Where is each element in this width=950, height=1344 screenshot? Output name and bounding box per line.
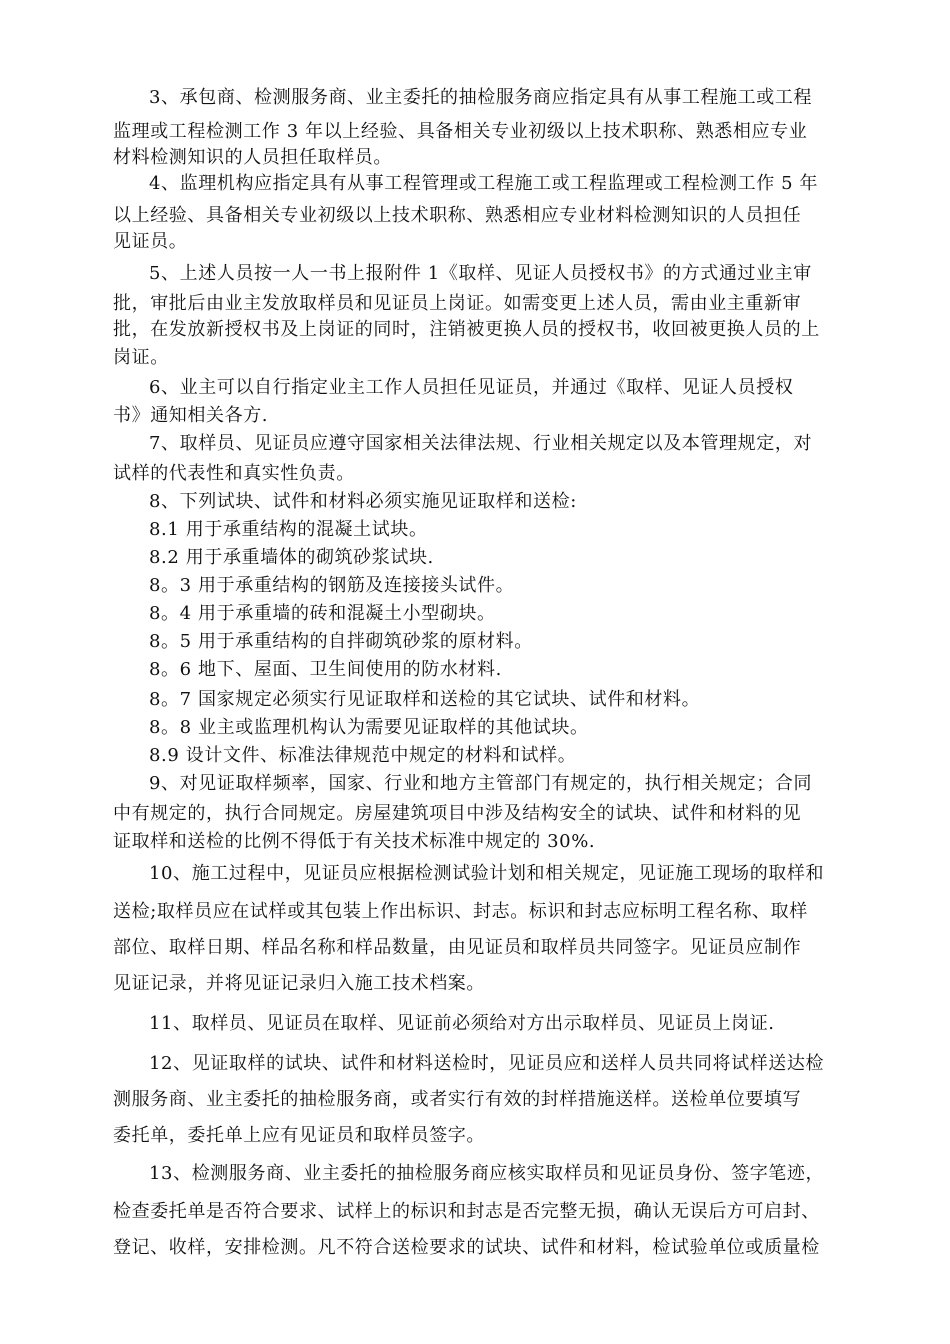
text-line: 8.2 用于承重墙体的砌筑砂浆试块. <box>149 547 434 568</box>
text-line: 批，审批后由业主发放取样员和见证员上岗证。如需变更上述人员，需由业主重新审 <box>113 293 802 314</box>
text-line: 登记、收样，安排检测。凡不符合送检要求的试块、试件和材料，检试验单位或质量检 <box>113 1237 820 1258</box>
text-line: 8、下列试块、试件和材料必须实施见证取样和送检: <box>149 491 577 512</box>
text-line: 证取样和送检的比例不得低于有关技术标准中规定的 30%. <box>113 831 596 852</box>
text-line: 以上经验、具备相关专业初级以上技术职称、熟悉相应专业材料检测知识的人员担任 <box>113 205 802 226</box>
text-line: 8.9 设计文件、标准法律规范中规定的材料和试样。 <box>149 745 577 766</box>
text-line: 4、监理机构应指定具有从事工程管理或工程施工或工程监理或工程检测工作 5 年 <box>149 173 819 194</box>
text-line: 批，在发放新授权书及上岗证的同时，注销被更换人员的授权书，收回被更换人员的上 <box>113 319 820 340</box>
text-line: 8。5 用于承重结构的自拌砌筑砂浆的原材料。 <box>149 631 533 652</box>
text-line: 见证记录，并将见证记录归入施工技术档案。 <box>113 973 485 994</box>
text-line: 8。6 地下、屋面、卫生间使用的防水材料. <box>149 659 502 680</box>
text-line: 测服务商、业主委托的抽检服务商，或者实行有效的封样措施送样。送检单位要填写 <box>113 1089 802 1110</box>
text-line: 部位、取样日期、样品名称和样品数量，由见证员和取样员共同签字。见证员应制作 <box>113 937 802 958</box>
text-line: 岗证。 <box>113 347 169 368</box>
text-line: 11、取样员、见证员在取样、见证前必须给对方出示取样员、见证员上岗证. <box>149 1013 775 1034</box>
text-line: 8。4 用于承重墙的砖和混凝土小型砌块。 <box>149 603 496 624</box>
text-line: 见证员。 <box>113 231 188 252</box>
text-line: 检查委托单是否符合要求、试样上的标识和封志是否完整无损，确认无误后方可启封、 <box>113 1201 820 1222</box>
text-line: 9、对见证取样频率，国家、行业和地方主管部门有规定的，执行相关规定；合同 <box>149 773 813 794</box>
text-line: 中有规定的，执行合同规定。房屋建筑项目中涉及结构安全的试块、试件和材料的见 <box>113 803 802 824</box>
text-line: 10、施工过程中，见证员应根据检测试验计划和相关规定，见证施工现场的取样和 <box>149 863 825 884</box>
text-line: 3、承包商、检测服务商、业主委托的抽检服务商应指定具有从事工程施工或工程 <box>149 87 813 108</box>
text-line: 8.1 用于承重结构的混凝土试块。 <box>149 519 428 540</box>
text-line: 5、上述人员按一人一书上报附件 1《取样、见证人员授权书》的方式通过业主审 <box>149 263 812 284</box>
text-line: 12、见证取样的试块、试件和材料送检时，见证员应和送样人员共同将试样送达检 <box>149 1053 825 1074</box>
text-line: 13、检测服务商、业主委托的抽检服务商应核实取样员和见证员身份、签字笔迹， <box>149 1163 825 1184</box>
text-line: 试样的代表性和真实性负责。 <box>113 463 355 484</box>
text-line: 材料检测知识的人员担任取样员。 <box>113 147 392 168</box>
text-line: 送检;取样员应在试样或其包装上作出标识、封志。标识和封志应标明工程名称、取样 <box>113 901 808 922</box>
text-line: 委托单，委托单上应有见证员和取样员签字。 <box>113 1125 485 1146</box>
text-line: 8。8 业主或监理机构认为需要见证取样的其他试块。 <box>149 717 589 738</box>
text-line: 监理或工程检测工作 3 年以上经验、具备相关专业初级以上技术职称、熟悉相应专业 <box>113 121 808 142</box>
text-line: 书》通知相关各方. <box>113 405 269 426</box>
text-line: 8。7 国家规定必须实行见证取样和送检的其它试块、试件和材料。 <box>149 689 701 710</box>
text-line: 8。3 用于承重结构的钢筋及连接接头试件。 <box>149 575 515 596</box>
text-line: 7、取样员、见证员应遵守国家相关法律法规、行业相关规定以及本管理规定，对 <box>149 433 813 454</box>
text-line: 6、业主可以自行指定业主工作人员担任见证员，并通过《取样、见证人员授权 <box>149 377 794 398</box>
